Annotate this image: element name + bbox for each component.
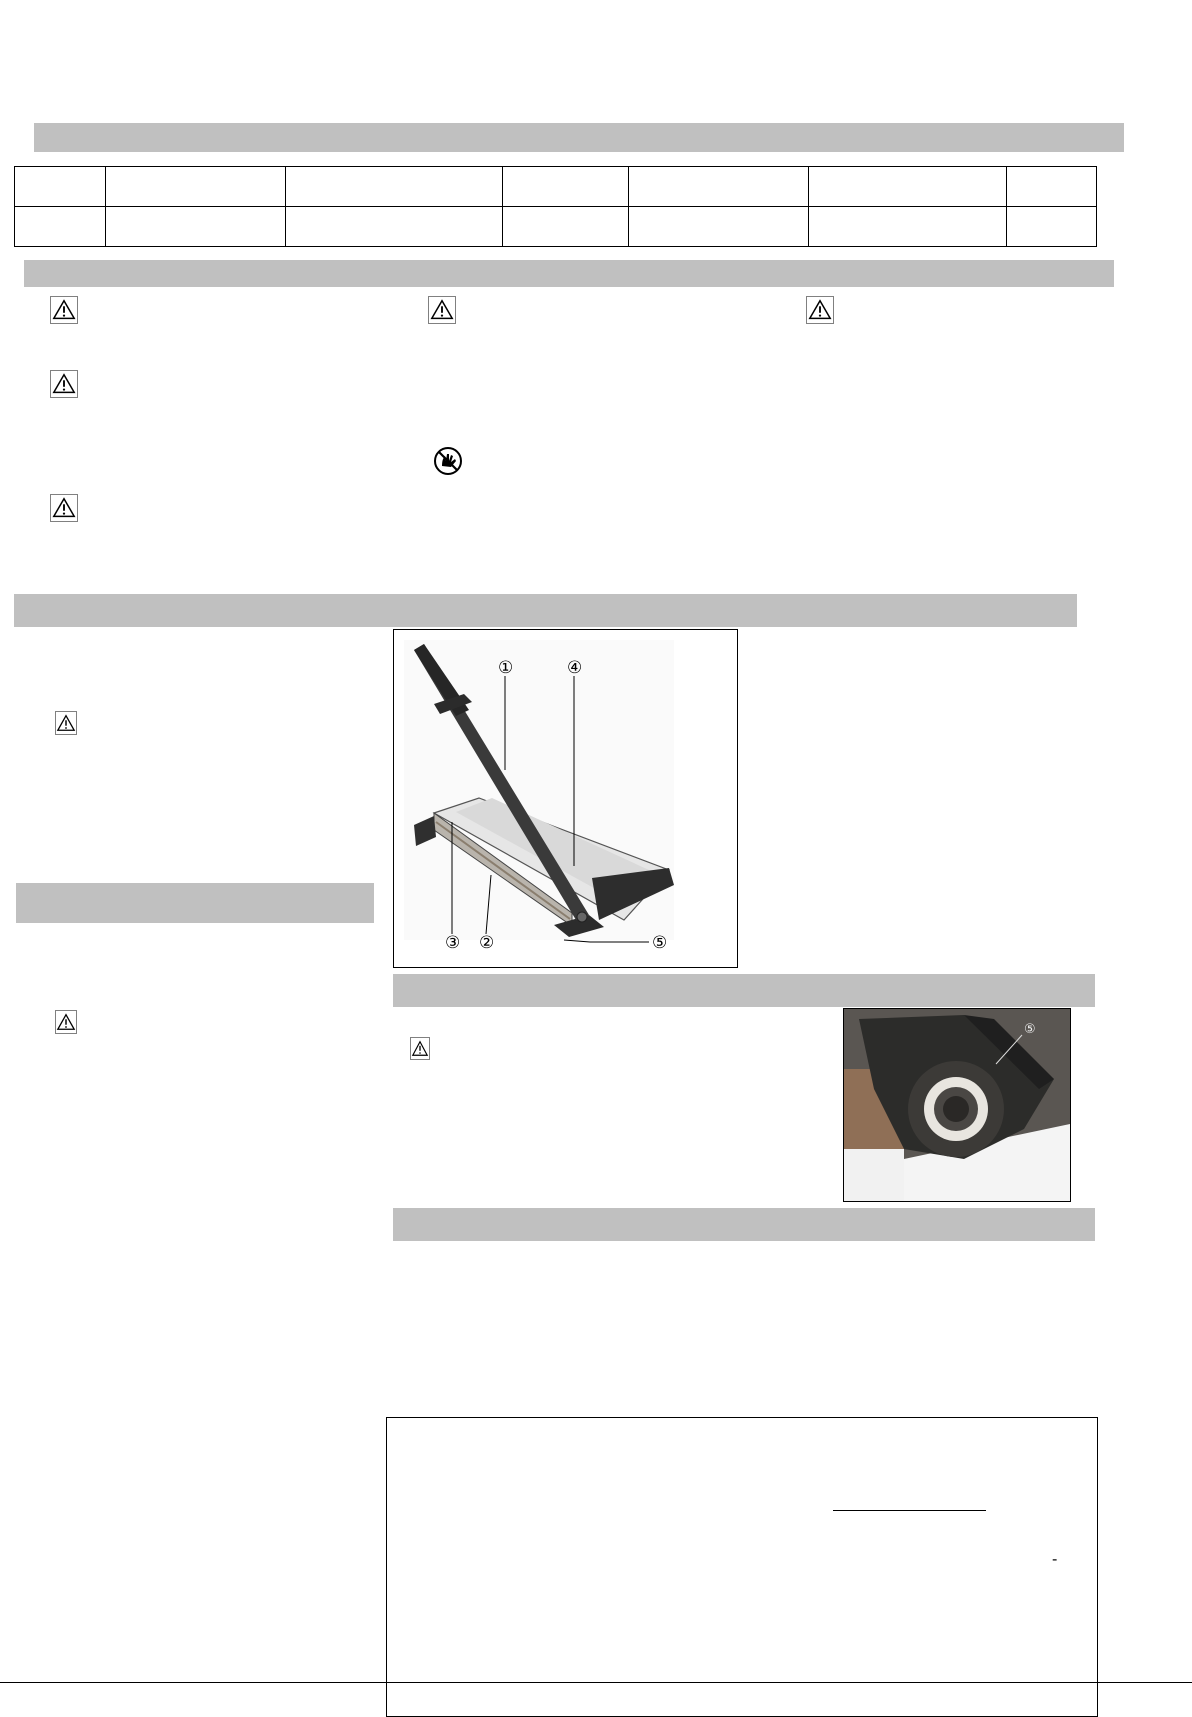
- warning-triangle-icon: [410, 1037, 430, 1060]
- section-header-bar-2: [24, 260, 1114, 287]
- callout-label: ⑤: [1024, 1022, 1036, 1037]
- table-row: [15, 167, 1097, 207]
- product-photo: [393, 629, 738, 968]
- table-cell: [629, 167, 809, 207]
- page-bottom-rule: [0, 1682, 1192, 1683]
- bordered-text-box: [386, 1417, 1098, 1717]
- table-cell: [629, 207, 809, 247]
- table-cell: [809, 167, 1007, 207]
- warning-triangle-icon: [50, 296, 78, 324]
- callout-label: ①: [498, 658, 514, 678]
- warning-triangle-icon: [55, 1010, 77, 1034]
- table-cell: [809, 207, 1007, 247]
- callout-label: ⑤: [652, 933, 668, 953]
- table-cell: [15, 167, 106, 207]
- underline-field: [833, 1510, 986, 1511]
- warning-triangle-icon: [428, 296, 456, 324]
- table-cell: [1007, 207, 1097, 247]
- warning-triangle-icon: [50, 370, 78, 398]
- table-cell: [1007, 167, 1097, 207]
- table-cell: [503, 167, 629, 207]
- section-header-bar-3: [14, 594, 1077, 627]
- table-cell: [503, 207, 629, 247]
- callout-label: ④: [567, 658, 583, 678]
- detail-photo: [843, 1008, 1071, 1202]
- warning-triangle-icon: [806, 296, 834, 324]
- table-cell: [286, 167, 503, 207]
- section-header-bar-left: [16, 883, 374, 923]
- callout-label: ②: [479, 933, 495, 953]
- dash-mark: -: [1052, 1551, 1058, 1568]
- section-header-bar-right-2: [393, 1208, 1095, 1241]
- table-cell: [286, 207, 503, 247]
- warning-triangle-icon: [50, 494, 78, 522]
- table-cell: [106, 167, 286, 207]
- no-hands-icon: [433, 446, 463, 476]
- table-cell: [15, 207, 106, 247]
- table-row: [15, 207, 1097, 247]
- callout-label: ③: [445, 933, 461, 953]
- specification-table: [14, 166, 1097, 247]
- warning-triangle-icon: [55, 711, 77, 735]
- section-header-bar-right-1: [393, 974, 1095, 1007]
- section-header-bar-1: [34, 123, 1124, 152]
- table-cell: [106, 207, 286, 247]
